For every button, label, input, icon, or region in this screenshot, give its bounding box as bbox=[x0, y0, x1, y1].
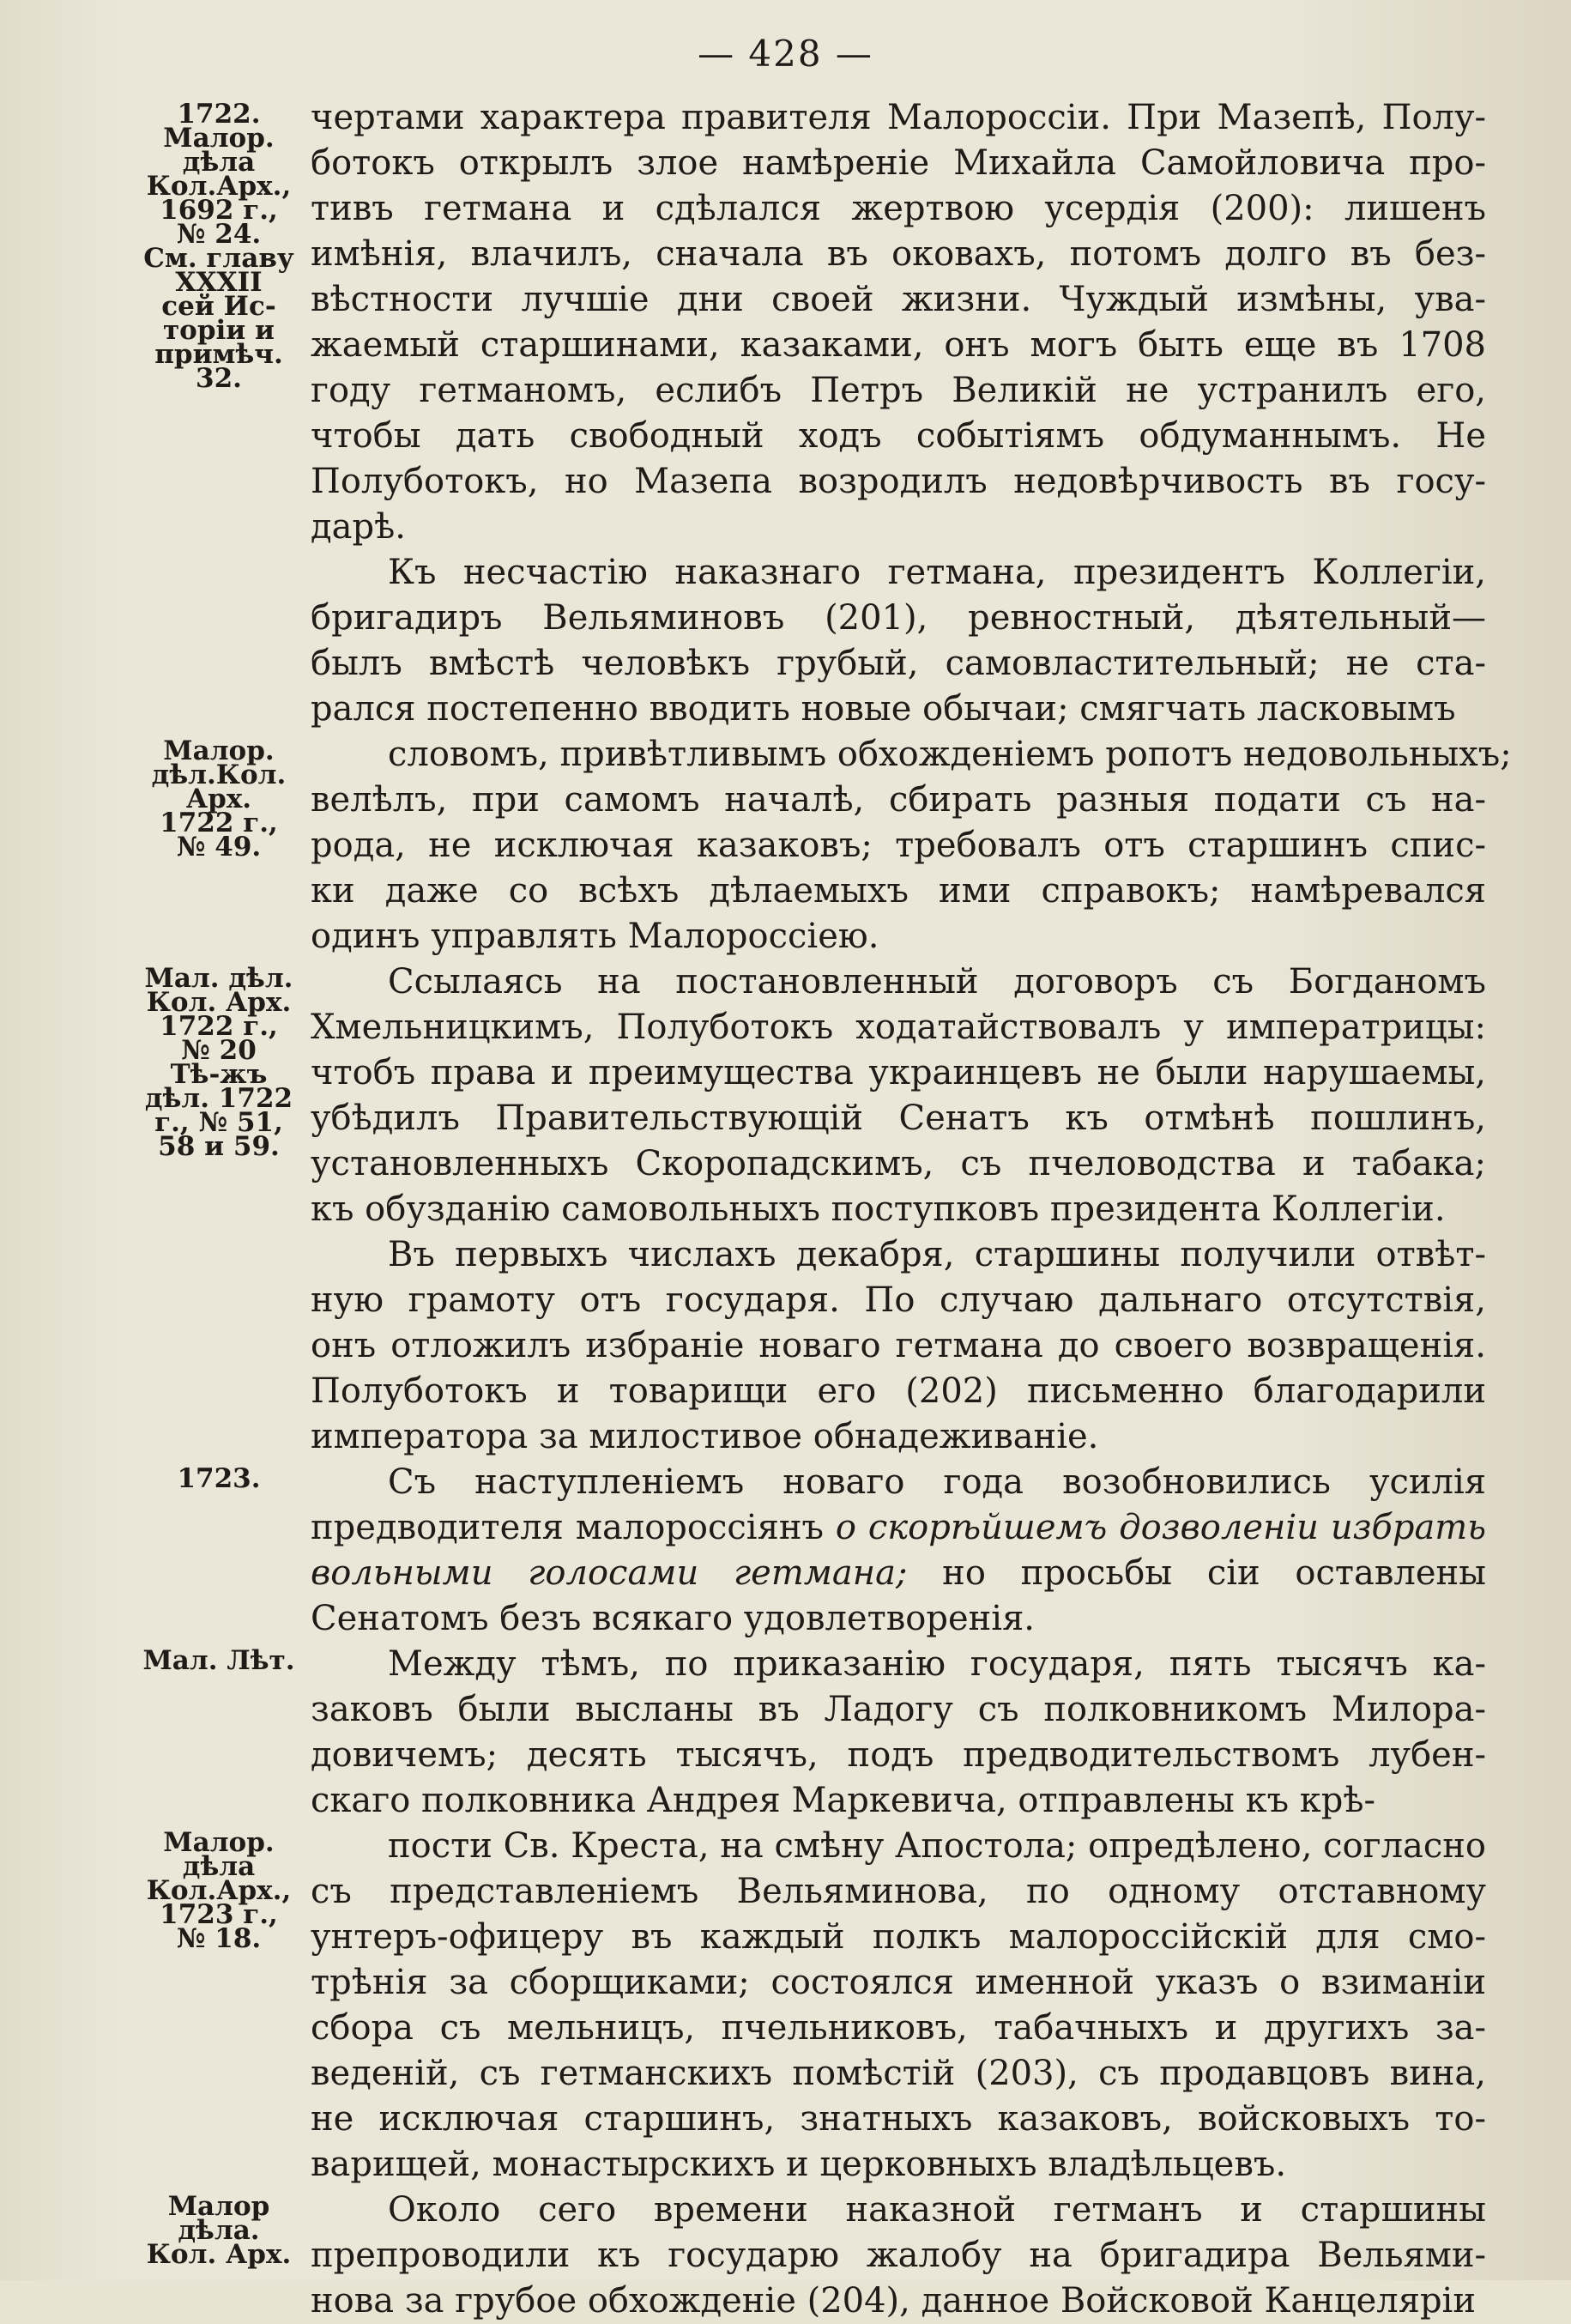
margin-note-line: сей Ис- bbox=[161, 291, 276, 322]
text-line: императора за милостивое обнадеживаніе. bbox=[311, 1417, 1099, 1456]
text-line: Сенатомъ безъ всякаго удовлетворенія. bbox=[311, 1599, 1036, 1638]
text-line: заковъ были высланы въ Ладогу съ полковникомъ Милора- bbox=[311, 1690, 1486, 1729]
margin-note-line: дѣла bbox=[182, 147, 256, 178]
text-line: нова за грубое обхожденіе (204), данное Войсковой Канцеляріи bbox=[311, 2281, 1477, 2321]
margin-note-line: торіи и bbox=[162, 315, 275, 346]
text-line: одинъ управлять Малороссіею. bbox=[311, 917, 879, 956]
margin-note-line: Малор. bbox=[163, 1827, 275, 1858]
margin-note bbox=[129, 963, 309, 1162]
text-line: бригадиръ Вельяминовъ (201), ревностный, дѣятельный— bbox=[311, 598, 1486, 638]
text-line: сбора съ мельницъ, пчельниковъ, табачныхъ и другихъ за- bbox=[311, 2008, 1486, 2048]
margin-note-line: 1723 г., bbox=[160, 1899, 278, 1930]
margin-note-line: дѣла bbox=[182, 1851, 256, 1882]
paragraph bbox=[311, 732, 1512, 959]
margin-note-line: 1722 г., bbox=[160, 1011, 278, 1042]
text-line: Въ первыхъ числахъ декабря, старшины получили отвѣт- bbox=[388, 1235, 1486, 1274]
margin-note-line: дѣл.Кол. bbox=[151, 760, 287, 790]
margin-note-line: дѣл. 1722 bbox=[144, 1083, 293, 1114]
margin-note-line: 58 и 59. bbox=[158, 1131, 280, 1162]
margin-note-line: Кол. Арх. bbox=[146, 987, 292, 1018]
text-line: трѣнія за сборщиками; состоялся именной указъ о взиманіи bbox=[311, 1963, 1486, 2002]
margin-note-line: № 18. bbox=[176, 1923, 262, 1954]
text-line: рался постепенно вводить новые обычаи; смягчать ласковымъ bbox=[311, 689, 1456, 729]
text-line: Хмельницкимъ, Полуботокъ ходатайствовалъ у императрицы: bbox=[311, 1008, 1486, 1047]
text-line: съ представленіемъ Вельяминова, по одному отставному bbox=[311, 1872, 1486, 1911]
margin-note bbox=[129, 1827, 309, 1954]
text-line: вѣстности лучшіе дни своей жизни. Чуждый измѣны, ува- bbox=[311, 280, 1486, 319]
margin-note-line: № 49. bbox=[176, 832, 262, 862]
paragraph bbox=[311, 95, 1486, 550]
text-line: Ссылаясь на постановленный договоръ съ Богданомъ bbox=[388, 962, 1486, 1002]
paragraph bbox=[311, 1232, 1486, 1460]
text-line: словомъ, привѣтливымъ обхожденіемъ ропотъ недовольныхъ; bbox=[388, 735, 1512, 774]
margin-note-line: Кол. Арх. bbox=[146, 2239, 292, 2270]
text-line: довичемъ; десять тысячъ, подъ предводительствомъ лубен- bbox=[311, 1735, 1486, 1775]
paragraph bbox=[311, 1460, 1486, 1642]
text-line: варищей, монастырскихъ и церковныхъ владѣльцевъ. bbox=[311, 2145, 1287, 2184]
margin-note-line: 1722. bbox=[177, 99, 261, 130]
text-line: ботокъ открылъ злое намѣреніе Михайла Самойловича про- bbox=[311, 143, 1486, 183]
margin-note-line: Кол.Арх., bbox=[146, 1875, 292, 1906]
text-line: ки даже со всѣхъ дѣлаемыхъ ими справокъ; намѣревался bbox=[311, 871, 1486, 911]
margin-note-line: № 24. bbox=[176, 219, 262, 250]
text-line: дарѣ. bbox=[311, 507, 406, 547]
text-line: чтобъ права и преимущества украинцевъ не были нарушаемы, bbox=[311, 1053, 1486, 1092]
margin-note-line: Мал. дѣл. bbox=[144, 963, 293, 994]
text-line: рода, не исключая казаковъ; требовалъ отъ старшинъ спис- bbox=[311, 826, 1486, 865]
margin-note-line: № 20 bbox=[181, 1035, 257, 1066]
paragraph bbox=[311, 550, 1486, 732]
margin-note-line: Мал. Лѣт. bbox=[142, 1645, 295, 1676]
margin-note-line: дѣла. bbox=[178, 2215, 260, 2246]
text-line: къ обузданію самовольныхъ поступковъ президента Коллегіи. bbox=[311, 1189, 1446, 1229]
text-line: Между тѣмъ, по приказанію государя, пять тысячъ ка- bbox=[388, 1644, 1486, 1684]
text-line: веденій, съ гетманскихъ помѣстій (203), съ продавцовъ вина, bbox=[311, 2054, 1486, 2093]
text-line: вольными голосами гетмана; но просьбы сіи оставлены bbox=[311, 1553, 1486, 1593]
paragraph bbox=[311, 1824, 1486, 2188]
margin-note-line: Малор. bbox=[163, 123, 275, 154]
margin-note bbox=[129, 1645, 309, 1676]
margin-note-line: См. главу bbox=[143, 243, 294, 274]
margin-note-line: примѣч. bbox=[154, 339, 283, 370]
margin-note bbox=[129, 1463, 309, 1494]
margin-note-line: 1723. bbox=[177, 1463, 261, 1494]
margin-note-line: XXXII bbox=[175, 267, 263, 298]
text-line: Полуботокъ, но Мазепа возродилъ недовѣрчивость въ госу- bbox=[311, 462, 1486, 501]
margin-note-line: Тѣ-жъ bbox=[170, 1059, 268, 1090]
text-line: тивъ гетмана и сдѣлался жертвою усердія (200): лишенъ bbox=[311, 189, 1486, 228]
text-line: чертами характера правителя Малороссіи. При Мазепѣ, Полу- bbox=[311, 98, 1486, 137]
margin-note-line: г., № 51, bbox=[154, 1107, 283, 1138]
margin-note bbox=[129, 99, 309, 394]
text-line: Около сего времени наказной гетманъ и старшины bbox=[388, 2190, 1486, 2230]
text-line: установленныхъ Скоропадскимъ, съ пчеловодства и табака; bbox=[311, 1144, 1486, 1183]
text-line: имѣнія, влачилъ, сначала въ оковахъ, потомъ долго въ без- bbox=[311, 234, 1486, 274]
margin-note-line: 1722 г., bbox=[160, 808, 278, 838]
text-line: ную грамоту отъ государя. По случаю дальнаго отсутствія, bbox=[311, 1280, 1486, 1320]
text-line: году гетманомъ, еслибъ Петръ Великій не устранилъ его, bbox=[311, 371, 1486, 410]
text-line: онъ отложилъ избраніе новаго гетмана до своего возвращенія. bbox=[311, 1326, 1486, 1365]
text-line: препроводили къ государю жалобу на бригадира Вельями- bbox=[311, 2236, 1486, 2275]
text-line: велѣлъ, при самомъ началѣ, сбирать разныя подати съ на- bbox=[311, 780, 1486, 820]
margin-note-line: Малор. bbox=[163, 735, 275, 766]
text-line: скаго полковника Андрея Маркевича, отправлены къ крѣ- bbox=[311, 1781, 1375, 1820]
margin-note-line: 1692 г., bbox=[160, 195, 278, 226]
margin-note-line: Арх. bbox=[185, 784, 252, 814]
paragraph bbox=[311, 2188, 1486, 2324]
margin-note-line: Малор bbox=[167, 2191, 270, 2222]
margin-note-line: Кол.Арх., bbox=[146, 171, 292, 202]
text-line: чтобы дать свободный ходъ событіямъ обдуманнымъ. Не bbox=[311, 416, 1486, 456]
margin-note bbox=[129, 2191, 309, 2270]
page-number: — 428 — bbox=[698, 33, 873, 75]
margin-note bbox=[129, 735, 309, 862]
text-line: жаемый старшинами, казаками, онъ могъ быть еще въ 1708 bbox=[311, 325, 1486, 365]
text-line: Съ наступленіемъ новаго года возобновились усилія bbox=[388, 1462, 1486, 1502]
text-line: предводителя малороссіянъ о скорѣйшемъ дозволеніи избрать bbox=[311, 1508, 1487, 1547]
paragraph bbox=[311, 1642, 1486, 1824]
text-line: Полуботокъ и товарищи его (202) письменно благодарили bbox=[311, 1371, 1486, 1411]
text-line: убѣдилъ Правительствующій Сенатъ къ отмѣнѣ пошлинъ, bbox=[311, 1098, 1486, 1138]
margin-note-line: 32. bbox=[196, 363, 242, 394]
text-line: Къ несчастію наказнаго гетмана, президентъ Коллегіи, bbox=[388, 553, 1486, 592]
text-line: былъ вмѣстѣ человѣкъ грубый, самовластительный; не ста- bbox=[311, 644, 1486, 683]
text-line: унтеръ-офицеру въ каждый полкъ малороссійскій для смо- bbox=[311, 1917, 1486, 1957]
paragraph bbox=[311, 959, 1486, 1232]
text-line: пости Св. Креста, на смѣну Апостола; опредѣлено, согласно bbox=[388, 1826, 1486, 1866]
text-line: не исключая старшинъ, знатныхъ казаковъ, войсковыхъ то- bbox=[311, 2099, 1486, 2139]
